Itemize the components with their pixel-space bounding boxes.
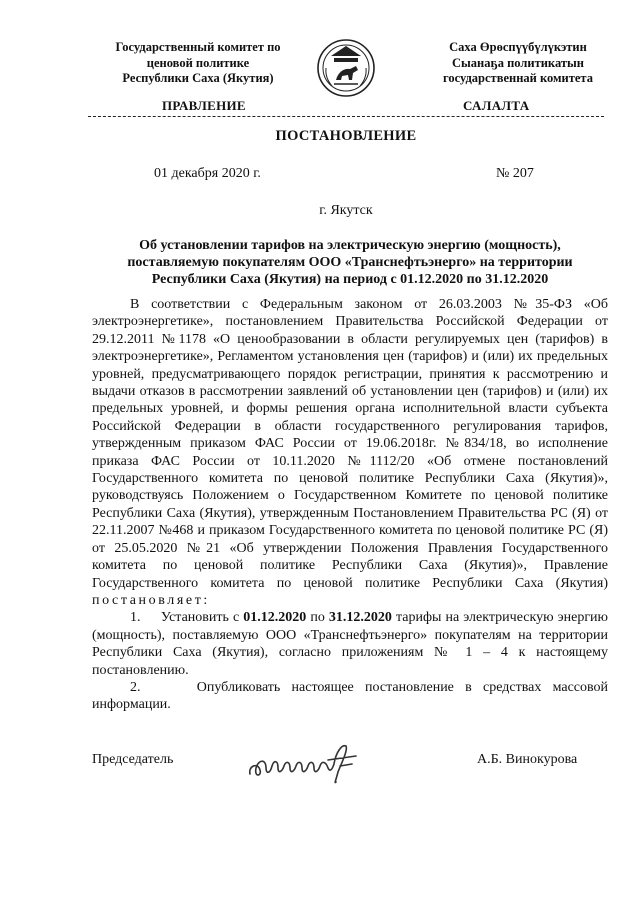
coat-of-arms-icon	[316, 38, 376, 98]
item-text: Установить с	[160, 610, 244, 626]
header-right-line: Сыанаҕа политикатын	[452, 55, 584, 70]
resolution-item	[92, 679, 608, 714]
item-date-from: 01.12.2020	[243, 610, 307, 626]
header-right-line: Саха Өрөспүүбүлүкэтин	[449, 40, 587, 54]
handwritten-signature	[244, 738, 364, 788]
item-text: Опубликовать настоящее постановление в средствах массовой информации.	[92, 679, 609, 713]
department-left: ПРАВЛЕНИЕ	[162, 98, 246, 113]
document-city: г. Якутск	[319, 203, 373, 218]
header-right-line: государственнай комитета	[443, 71, 593, 85]
item-text: тарифы на электрическую энергию (мощность), поставляемую ООО «Транснефтьэнерго» покупателям на территории Республики Саха (Якутия), согласно приложениям № 1 – 4 к настоящему постановлению.	[92, 610, 609, 678]
header-right-organization	[398, 40, 638, 87]
preamble-text: В соответствии с Федеральным законом от 26.03.2003 №35-ФЗ «Об электроэнергетике», постановлением Правительства Российской Федерации от 29.12.2011 №1178 «О ценообразовании в области регулируемых цен (тарифов) в электроэнергетике», Регламентом установления цен (тарифов) и (или) их предельных уровней, предусматривающего порядок регистрации, принятия к рассмотрению и выдачи отказов в рассмотрении заявлений об установлении цен (тарифов) и (или) их предельных уровней, и формы решения органа исполнительной власти субъекта Российской Федерации в области государственного регулирования тарифов, утвержденным приказом ФАС России от 19.06.2018г. №834/18, во исполнение приказа ФАС России от 10.11.2020 №1112/20 «Об отмене постановлений Государственного комитета по ценовой политике Республики Саха (Якутия)», руководствуясь Положением о Государственном Комитете по ценовой политике Республики Саха (Якутия), утвержденным Постановлением Правительства РС (Я) от 22.11.2007 №468 и приказом Государственного комитета по ценовой политике РС (Я) от 25.05.2020 №21 «Об утверждении Положения Правления Государственного комитета по ценовой политике Республики Саха (Якутия)», Правление Государственного комитета по ценовой политике Республики Саха (Якутия)	[92, 297, 608, 591]
preamble-paragraph	[92, 296, 608, 609]
document-body	[92, 296, 608, 714]
item-number: 1.	[130, 610, 141, 626]
header-left-organization	[78, 40, 318, 87]
header-left-line: ценовой политике	[146, 55, 250, 70]
resolve-word: постановляет:	[92, 592, 210, 608]
signer-position: Председатель	[92, 752, 174, 767]
document-number: № 207	[496, 166, 534, 181]
header-divider	[88, 116, 604, 117]
resolution-item	[92, 609, 608, 679]
department-right: САЛАЛТА	[463, 98, 530, 113]
document-title: ПОСТАНОВЛЕНИЕ	[275, 128, 417, 144]
document-date: 01 декабря 2020 г.	[154, 166, 261, 181]
item-number: 2.	[130, 679, 141, 695]
item-date-to: 31.12.2020	[328, 610, 392, 626]
signer-name: А.Б. Винокурова	[477, 752, 578, 767]
document-subject: Об установлении тарифов на электрическую энергию (мощность), поставляемую покупателям ООО «Транснефтьэнерго» на территории Республики Саха (Якутия) на период с 01.12.2020 по 31.12.2020	[127, 238, 573, 287]
item-text: по	[306, 610, 329, 626]
header-left-line: Республики Саха (Якутия)	[122, 71, 274, 85]
header-left-line: Государственный комитет по	[115, 40, 281, 54]
